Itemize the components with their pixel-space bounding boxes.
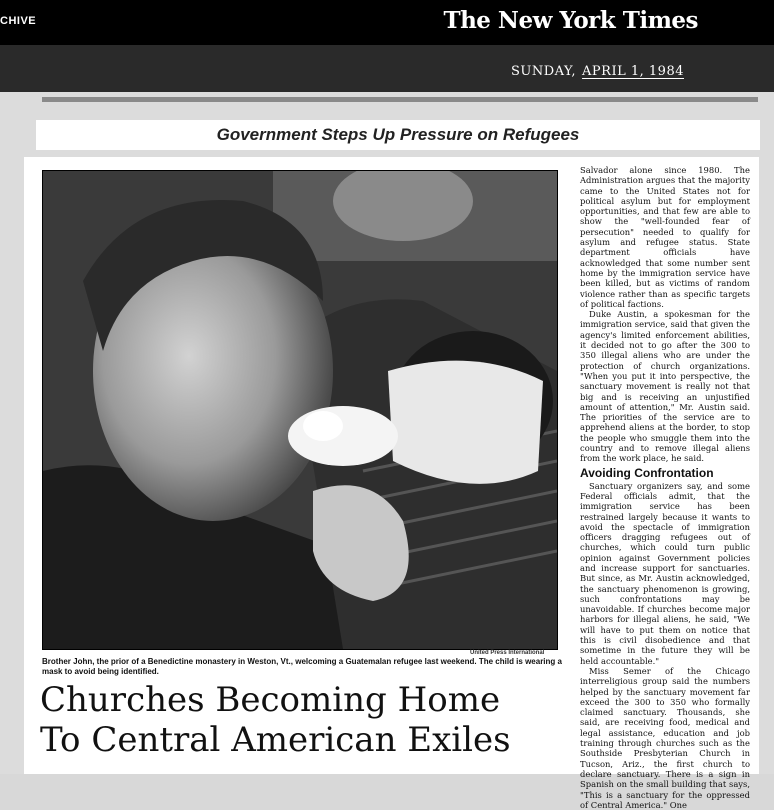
article-subhead: Avoiding Confrontation [580,465,714,480]
headline-line-2: To Central American Exiles [40,720,511,760]
article-headline [40,680,580,760]
body-paragraph: Duke Austin, a spokesman for the immigration service, said that given the agency's limited enforcement abilities, it decided not to go after the 300 to 350 illegal aliens who are under the protection of church organizations. "When you put it into perspective, the sanctuary movement is really not that big and is receiving an unjustified amount of attention," Mr. Austin said. The priorities of the service are to apprehend aliens at the border, to stop the people who smuggle them into the country and to remove illegal aliens from the work place, he said. [580,309,750,464]
body-paragraph: Miss Semer of the Chicago interreligious group said the numbers helped by the sanctuary movement far exceed the 300 to 350 who formally claimed sanctuary. Thousands, she said, are receiving food, medical and legal assistance, education and job training through churches such as the Southside Presbyterian Church in Tucson, Ariz., the first church to declare sanctuary. There is a sign in Spanish on the small building that says, "This is a sanctuary for the oppressed of Central America." One [580,665,750,810]
photo-credit: United Press International [470,650,545,656]
article-body-column [580,165,750,810]
archive-section-link[interactable]: CHIVE [0,15,37,27]
issue-date [511,64,684,79]
headline-line-1: Churches Becoming Home [40,680,501,720]
issue-day: SUNDAY, [510,64,577,79]
article-kicker: Government Steps Up Pressure on Refugees [216,125,580,144]
issue-date-link[interactable]: APRIL 1, 1984 [582,64,684,79]
article-photo [42,170,558,650]
body-paragraph: Salvador alone since 1980. The Administration argues that the majority came to the United States not for political asylum but for employment opportunities, and that few are able to show the "well-founded fear of persecution" needed to qualify for asylum and refugee status. State department officials have acknowledged that some number sent home by the immigration service have been killed, but as victims of random violence rather than as specific targets of political factions. [580,165,750,309]
body-paragraph: Sanctuary organizers say, and some Federal officials admit, that the immigration service has been restrained largely because it wants to avoid the spectacle of immigration officers dragging refugees out of churches, which could turn public opinion against Government policies and increase support for sanctuaries. But since, as Mr. Austin acknowledged, the sanctuary phenomenon is growing, such confrontations may be unavoidable. If churches become major harbors for illegal aliens, he said, "We will have to put them on notice that this is civil disobedience and that sometime in the future they will be held accountable." [580,480,750,666]
nyt-logo[interactable]: The New York Times [443,7,698,34]
page-rule [42,97,758,102]
photo-caption: Brother John, the prior of a Benedictine monastery in Weston, Vt., welcoming a Guatemalan refugee last weekend. The child is wearing a mask to avoid being identified. [42,657,562,676]
